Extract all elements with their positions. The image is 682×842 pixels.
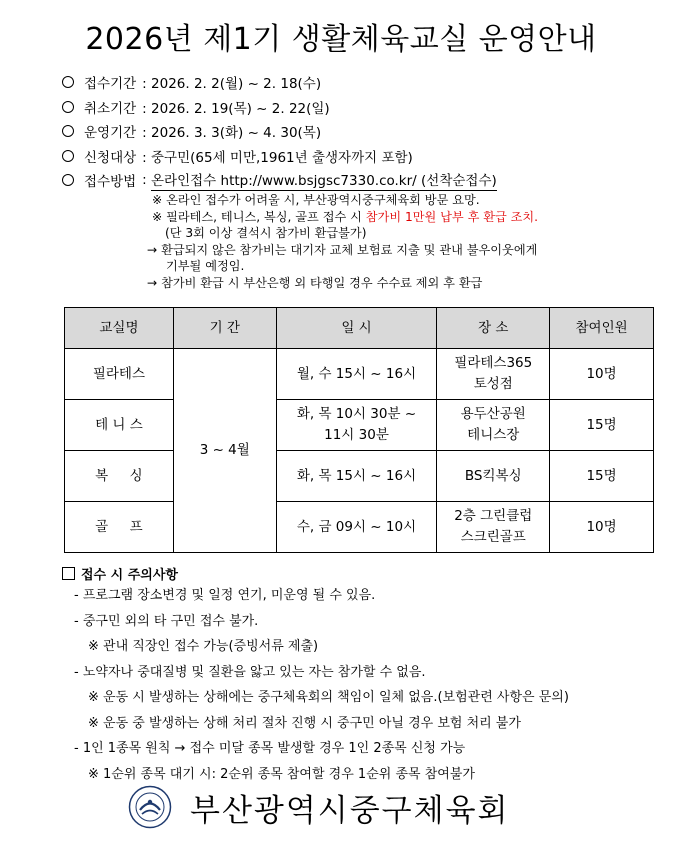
info-row-method (62, 168, 662, 193)
time-line: 11시 30분 (324, 427, 389, 443)
class-name: 테 니 스 (65, 400, 174, 451)
note-fee (152, 209, 672, 226)
caution-item: - 프로그램 장소변경 및 일정 연기, 미운영 될 수 있음. (74, 588, 376, 603)
place-line: 용두산공원 (460, 406, 526, 422)
info-label: 취소기간 (84, 100, 137, 117)
capacity-cell: 10명 (550, 502, 654, 553)
table-row (65, 400, 654, 451)
note-refund-donation: → 환급되지 않은 참가비는 대기자 교체 보험료 지출 및 관내 불우이웃에게 (147, 242, 538, 257)
info-value: : 중구민(65세 미만,1961년 출생자까지 포함) (142, 149, 413, 166)
circle-bullet-icon (62, 101, 74, 113)
note-refund-fee: → 참가비 환급 시 부산은행 외 타행일 경우 수수료 제외 후 환급 (147, 275, 483, 290)
info-row-reception (62, 70, 662, 95)
note-visit: ※ 온라인 접수가 어려울 시, 부산광역시중구체육회 방문 요망. (152, 193, 480, 207)
schedule-table (64, 307, 654, 553)
info-value: : 2026. 2. 19(목) ~ 2. 22(일) (142, 100, 330, 117)
circle-bullet-icon (62, 76, 74, 88)
info-label: 신청대상 (84, 149, 137, 166)
header-period: 기 간 (173, 308, 276, 349)
header-class: 교실명 (65, 308, 174, 349)
header-place: 장 소 (437, 308, 550, 349)
online-reception-link[interactable]: 온라인접수 http://www.bsjgsc7330.co.kr/ (선착순접수) (151, 169, 497, 191)
place-line: 테니스장 (467, 427, 520, 443)
circle-bullet-icon (62, 125, 74, 137)
caution-heading (62, 563, 662, 583)
class-name: 골 프 (65, 502, 174, 553)
note-refund-donation-cont: 기부될 예정임. (166, 259, 245, 273)
class-name: 필라테스 (65, 349, 174, 400)
table-row (65, 349, 654, 400)
organization-name: 부산광역시중구체육회 (190, 792, 510, 829)
caution-subitem: ※ 관내 직장인 접수 가능(증빙서류 제출) (88, 639, 319, 654)
note-fee-highlight: 참가비 1만원 납부 후 환급 조치. (365, 209, 539, 224)
note-fee-text: ※ 필라테스, 테니스, 복싱, 골프 접수 시 (152, 209, 366, 224)
period-cell: 3 ~ 4월 (173, 349, 276, 553)
circle-bullet-icon (62, 150, 74, 162)
capacity-cell: 10명 (550, 349, 654, 400)
caution-item: - 중구민 외의 타 구민 접수 불가. (74, 613, 259, 629)
place-line: 토성점 (473, 376, 513, 392)
class-name: 복 싱 (65, 451, 174, 502)
info-list (62, 70, 662, 193)
table-row (65, 451, 654, 502)
time-line: 화, 목 10시 30분 ~ (296, 406, 417, 422)
info-label: 운영기간 (84, 125, 137, 142)
info-row-operation (62, 119, 662, 144)
place-cell: BS킥복싱 (437, 451, 550, 502)
capacity-cell: 15명 (550, 451, 654, 502)
info-row-cancel (62, 95, 662, 120)
place-line: 필라테스365 (454, 355, 533, 371)
caution-section (62, 563, 662, 787)
square-bullet-icon (62, 567, 75, 580)
note-absence: (단 3회 이상 결석시 참가비 환급불가) (165, 226, 367, 240)
info-value: : 2026. 2. 2(월) ~ 2. 18(수) (142, 76, 322, 93)
table-row (65, 502, 654, 553)
place-cell (437, 502, 550, 553)
caution-item: - 1인 1종목 원칙 → 접수 미달 종목 발생할 경우 1인 2종목 신청 가능 (74, 741, 466, 756)
page-title: 2026년 제1기 생활체육교실 운영안내 (85, 22, 597, 57)
place-line: 2층 그린클럽 (454, 508, 533, 524)
time-cell: 수, 금 09시 ~ 10시 (276, 502, 437, 553)
caution-item: - 노약자나 중대질병 및 질환을 앓고 있는 자는 참가할 수 없음. (74, 664, 426, 680)
info-colon: : (142, 172, 152, 189)
info-label: 접수기간 (84, 76, 137, 93)
caution-heading-text: 접수 시 주의사항 (81, 567, 178, 583)
header-capacity: 참여인원 (550, 308, 654, 349)
sports-council-logo-icon (128, 785, 172, 829)
circle-bullet-icon (62, 174, 74, 186)
place-cell (437, 400, 550, 451)
time-cell: 화, 목 15시 ~ 16시 (276, 451, 437, 502)
info-value: : 2026. 3. 3(화) ~ 4. 30(목) (142, 125, 322, 142)
footer (128, 782, 558, 832)
time-cell: 월, 수 15시 ~ 16시 (276, 349, 437, 400)
place-cell (437, 349, 550, 400)
caution-subitem: ※ 운동 시 발생하는 상해에는 중구체육회의 책임이 일체 없음.(보험관련 사항은 문의) (88, 690, 569, 705)
caution-subitem: ※ 1순위 종목 대기 시: 2순위 종목 참여할 경우 1순위 종목 참여불가 (88, 766, 475, 782)
info-row-target (62, 144, 662, 169)
time-cell (276, 400, 437, 451)
place-line: 스크린골프 (460, 529, 526, 545)
caution-subitem: ※ 운동 중 발생하는 상해 처리 절차 진행 시 중구민 아닐 경우 보험 처리 불가 (88, 715, 521, 731)
table-header-row (65, 308, 654, 349)
notes (147, 192, 672, 291)
capacity-cell: 15명 (550, 400, 654, 451)
info-label: 접수방법 (84, 174, 137, 191)
header-time: 일 시 (276, 308, 437, 349)
